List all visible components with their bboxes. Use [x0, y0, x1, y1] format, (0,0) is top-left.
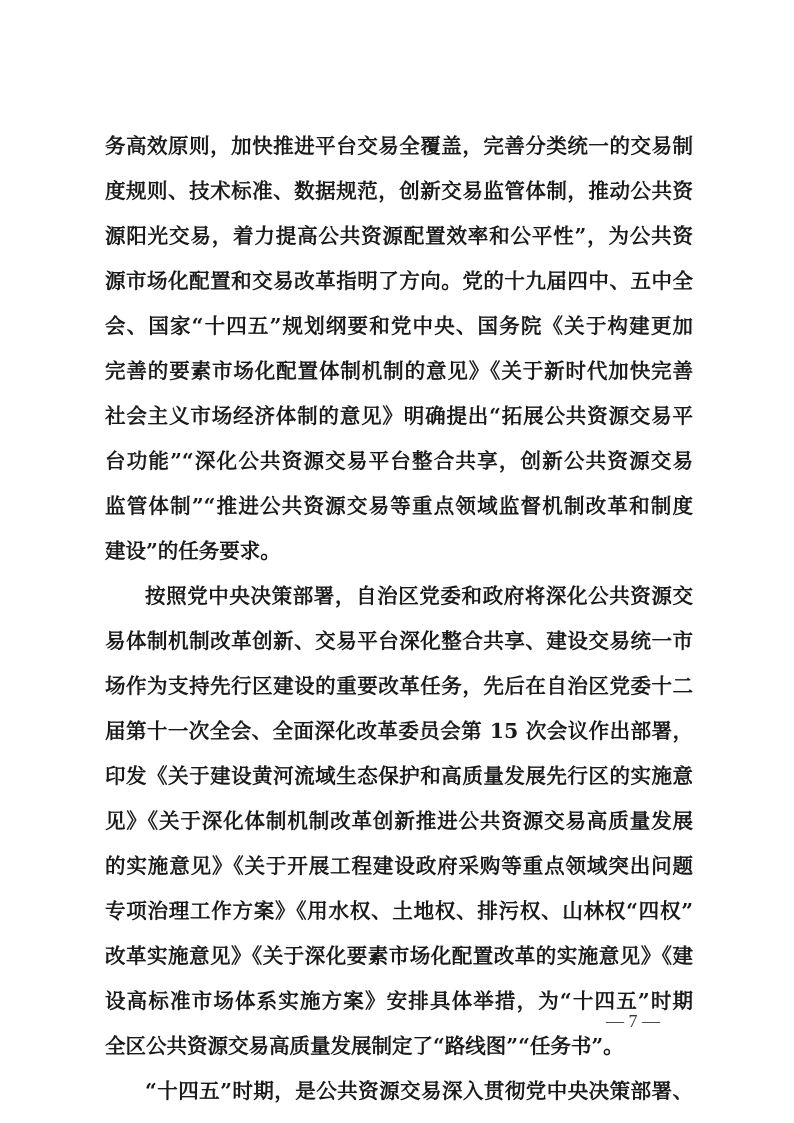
text-line: 源阳光交易，着力提高公共资源配置效率和公平性”，为公共资 — [105, 224, 693, 248]
text-line: 完善的要素市场化配置体制机制的意见》《关于新时代加快完善 — [105, 359, 693, 383]
text-line: 的实施意见》《关于开展工程建设政府采购等重点领域突出问题 — [105, 854, 693, 878]
text-line: 易体制机制改革创新、交易平台深化整合共享、建设交易统一市 — [105, 629, 693, 653]
text-line: 监管体制”“推进公共资源交易等重点领域监督机制改革和制度 — [105, 494, 693, 518]
paragraph-first-line: 按照党中央决策部署，自治区党委和政府将深化公共资源交 — [145, 584, 693, 608]
text-line: 改革实施意见》《关于深化要素市场化配置改革的实施意见》《建 — [105, 944, 693, 968]
text-line: 台功能”“深化公共资源交易平台整合共享，创新公共资源交易 — [105, 449, 693, 473]
text-line: 会、国家“十四五”规划纲要和党中央、国务院《关于构建更加 — [105, 314, 693, 338]
text-line: 务高效原则，加快推进平台交易全覆盖，完善分类统一的交易制 — [105, 134, 693, 158]
text-line: 场作为支持先行区建设的重要改革任务，先后在自治区党委十二 — [105, 674, 693, 698]
text-line: 设高标准市场体系实施方案》安排具体举措，为“十四五”时期 — [105, 989, 693, 1013]
paragraph-first-line: “十四五”时期，是公共资源交易深入贯彻党中央决策部署、 — [145, 1079, 693, 1103]
text-line: 源市场化配置和交易改革指明了方向。党的十九届四中、五中全 — [105, 269, 693, 293]
text-line: 届第十一次全会、全面深化改革委员会第 15 次会议作出部署， — [105, 719, 693, 743]
text-line: 社会主义市场经济体制的意见》明确提出“拓展公共资源交易平 — [105, 404, 693, 428]
text-line: 印发《关于建设黄河流域生态保护和高质量发展先行区的实施意 — [105, 764, 693, 788]
text-line: 全区公共资源交易高质量发展制定了“路线图”“任务书”。 — [105, 1034, 624, 1058]
text-line: 度规则、技术标准、数据规范，创新交易监管体制，推动公共资 — [105, 179, 693, 203]
text-line: 专项治理工作方案》《用水权、土地权、排污权、山林权“四权” — [105, 899, 693, 923]
text-line: 建设”的任务要求。 — [105, 539, 281, 563]
page-number: — 7 — — [606, 1011, 660, 1031]
text-line: 见》《关于深化体制机制改革创新推进公共资源交易高质量发展 — [105, 809, 693, 833]
